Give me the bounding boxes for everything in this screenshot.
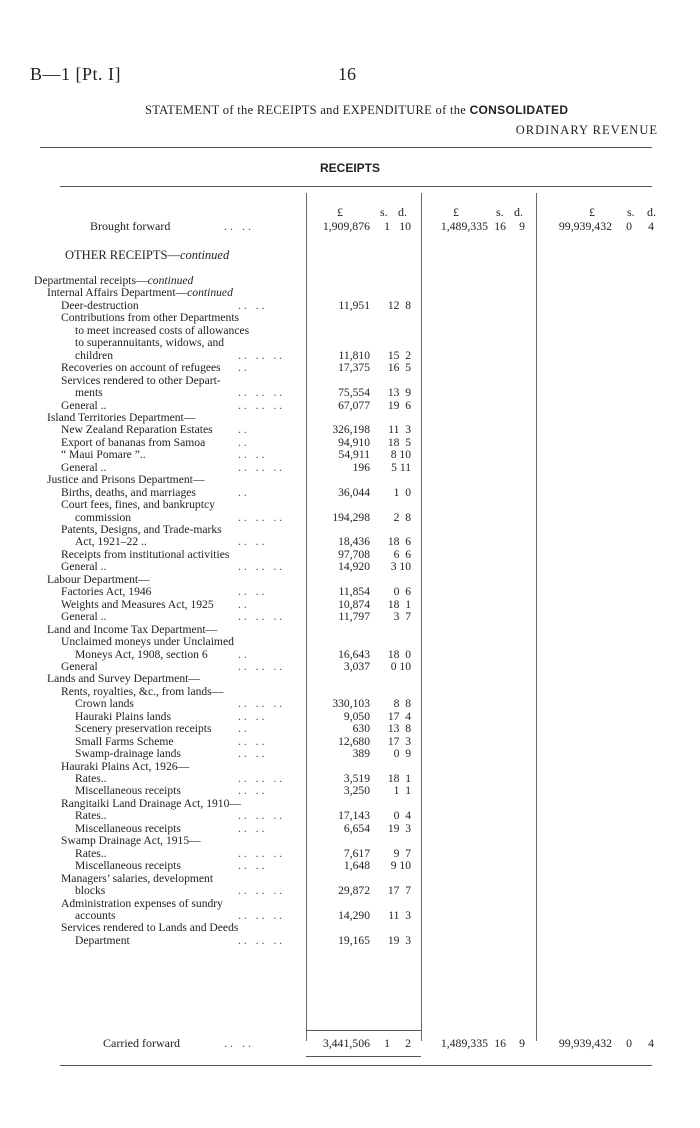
leader-dots: .. [238, 435, 250, 449]
row-label: Rates.. [75, 809, 107, 823]
row-label: Rangitaiki Land Drainage Act, 1910— [61, 796, 241, 810]
row-pounds: 17,143 [338, 809, 370, 823]
row-shillings-pence: 17 4 [387, 709, 411, 723]
row-shillings-pence: 18 1 [387, 772, 411, 785]
table-row [0, 921, 700, 934]
page-number: 16 [338, 64, 356, 84]
row-label: to meet increased costs of allowances [75, 323, 250, 337]
table-row [0, 448, 700, 461]
row-shillings-pence: 2 8 [393, 510, 411, 524]
row-pounds: 11,854 [338, 585, 370, 599]
row-shillings-pence: 3 10 [390, 560, 411, 574]
row-label: Factories Act, 1946 [61, 585, 152, 599]
row-label: Export of bananas from Samoa [61, 435, 206, 449]
leader-dots: .. .. .. [238, 386, 286, 400]
col1-shilling-header: s. [380, 205, 388, 219]
row-label: Unclaimed moneys under Unclaimed [61, 635, 234, 649]
table-row [0, 797, 700, 810]
table-row [0, 361, 700, 374]
row-label: Court fees, fines, and bankruptcy [61, 498, 215, 512]
row-shillings-pence: 17 7 [387, 884, 411, 898]
row-label: Weights and Measures Act, 1925 [61, 597, 214, 611]
row-label: ments [75, 386, 103, 400]
row-pounds: 3,519 [343, 772, 370, 785]
table-row [0, 548, 700, 561]
row-pounds: 54,911 [338, 448, 370, 462]
table-row [0, 685, 700, 698]
leader-dots: .. .. [238, 821, 268, 835]
row-pounds: 29,872 [338, 884, 370, 898]
row-label: Recoveries on account of refugees [61, 361, 221, 375]
leader-dots: .. .. [238, 585, 268, 599]
row-label: Act, 1921–22 .. [75, 535, 147, 549]
table-row [0, 897, 700, 910]
row-pounds: 630 [352, 722, 370, 736]
row-label: Managers’ salaries, development [61, 871, 214, 885]
row-label: Department [75, 933, 130, 947]
row-pounds: 194,298 [332, 510, 370, 524]
row-label: Moneys Act, 1908, section 6 [75, 647, 208, 661]
table-row [0, 697, 700, 710]
row-shillings-pence: 11 3 [388, 423, 411, 437]
row-label: to superannuitants, widows, and [75, 336, 225, 350]
row-label: General [61, 659, 98, 673]
leader-dots: .. .. [224, 219, 254, 233]
row-shillings-pence: 13 9 [387, 386, 411, 400]
table-row [0, 598, 700, 611]
row-shillings-pence: 17 3 [387, 734, 411, 748]
divider-bottom [60, 1065, 652, 1066]
row-label: Administration expenses of sundry [61, 896, 223, 910]
row-label: Patents, Designs, and Trade-marks [61, 523, 222, 536]
row-label: General .. [61, 610, 107, 624]
other-receipts-heading [65, 248, 229, 263]
row-label: Hauraki Plains Act, 1926— [61, 759, 190, 773]
row-label: Rents, royalties, &c., from lands— [61, 684, 224, 698]
row-pounds: 67,077 [338, 398, 370, 412]
table-row [0, 423, 700, 436]
row-shillings-pence: 19 6 [387, 398, 411, 412]
leader-dots: .. .. [238, 535, 268, 549]
table-row [0, 411, 700, 424]
subheading-main: OTHER RECEIPTS— [65, 248, 180, 262]
row-pounds: 326,198 [332, 423, 370, 437]
row-shillings-pence: 0 10 [390, 659, 411, 673]
leader-dots: .. .. [238, 709, 268, 723]
carried-forward-row [0, 1037, 700, 1050]
row-pounds: 7,617 [343, 846, 370, 860]
table-row [0, 884, 700, 897]
row-label: Land and Income Tax Department— [47, 622, 218, 636]
row-shillings-pence: 8 8 [393, 697, 411, 711]
cf-col2-pounds: 1,489,335 [440, 1036, 488, 1050]
row-label-italic: continued [147, 274, 194, 287]
table-row [0, 523, 700, 536]
table-row [0, 847, 700, 860]
row-pounds: 75,554 [338, 386, 370, 400]
row-pounds: 9,050 [343, 709, 370, 723]
leader-dots: .. .. .. [238, 560, 286, 574]
bf-col3-pence: 4 [648, 219, 654, 233]
row-label-group [34, 274, 193, 287]
table-row [0, 473, 700, 486]
divider-top [40, 147, 652, 148]
col3-pence-header: d. [647, 205, 656, 219]
col3-pound-header: £ [589, 205, 595, 219]
row-shillings-pence: 15 2 [387, 348, 411, 362]
leader-dots: .. .. .. [238, 933, 286, 947]
table-row [0, 311, 700, 324]
bf-col2-pence: 9 [519, 219, 525, 233]
table-row [0, 648, 700, 661]
row-label-italic: continued [187, 286, 233, 300]
row-pounds: 97,708 [338, 547, 370, 561]
row-label: Rates.. [75, 846, 107, 860]
table-row [0, 710, 700, 723]
leader-dots: .. .. [224, 1036, 254, 1050]
row-shillings-pence: 0 9 [393, 747, 411, 761]
row-shillings-pence: 9 10 [390, 859, 411, 873]
table-row [0, 436, 700, 449]
table-row [0, 747, 700, 760]
bf-col2-shillings: 16 [494, 219, 506, 233]
table-row [0, 486, 700, 499]
table-row [0, 859, 700, 872]
cf-col3-shillings: 0 [626, 1036, 632, 1050]
leader-dots: .. .. .. [238, 772, 286, 785]
leader-dots: .. [238, 722, 250, 736]
cf-col1-pounds: 3,441,506 [322, 1036, 370, 1050]
row-label: Rates.. [75, 772, 107, 785]
row-shillings-pence: 9 7 [393, 846, 411, 860]
row-pounds: 16,643 [338, 647, 370, 661]
row-pounds: 6,654 [343, 821, 370, 835]
row-shillings-pence: 1 1 [393, 784, 411, 798]
table-row [0, 324, 700, 337]
table-row [0, 299, 700, 312]
row-label: Lands and Survey Department— [47, 672, 200, 686]
col1-pound-header: £ [337, 205, 343, 219]
row-shillings-pence: 0 4 [393, 809, 411, 823]
row-pounds: 3,037 [343, 659, 370, 673]
bf-col1-pence: 10 [399, 219, 411, 233]
table-row [0, 760, 700, 773]
leader-dots: .. .. .. [238, 659, 286, 673]
row-label: Miscellaneous receipts [75, 821, 181, 835]
table-row [0, 772, 700, 785]
row-label: Contributions from other Departments [61, 311, 240, 325]
row-pounds: 14,290 [338, 908, 370, 922]
row-label: Swamp Drainage Act, 1915— [61, 834, 201, 848]
divider-header [60, 186, 652, 187]
col1-pence-header: d. [398, 205, 407, 219]
row-shillings-pence: 0 6 [393, 585, 411, 599]
leader-dots: .. [238, 485, 250, 499]
row-pounds: 17,375 [338, 361, 370, 375]
row-label: Island Territories Department— [47, 410, 196, 424]
row-label-group [47, 286, 233, 299]
row-pounds: 11,810 [338, 348, 370, 362]
table-row [0, 834, 700, 847]
row-pounds: 196 [352, 460, 370, 474]
row-label: General .. [61, 560, 107, 574]
table-row [0, 461, 700, 474]
row-pounds: 1,648 [343, 859, 370, 873]
row-label: Births, deaths, and marriages [61, 485, 196, 499]
row-label: Labour Department— [47, 572, 150, 586]
row-label: blocks [75, 884, 106, 898]
table-row [0, 909, 700, 922]
row-label: children [75, 348, 113, 362]
brought-forward-row [0, 220, 700, 233]
leader-dots: .. .. .. [238, 697, 286, 711]
col2-shilling-header: s. [496, 205, 504, 219]
cf-col1-pence: 2 [405, 1036, 411, 1050]
table-row [0, 399, 700, 412]
row-pounds: 36,044 [338, 485, 370, 499]
title-bold: CONSOLIDATED [469, 103, 569, 117]
cf-col2-pence: 9 [519, 1036, 525, 1050]
leader-dots: .. .. .. [238, 846, 286, 860]
table-row [0, 374, 700, 387]
row-label: Small Farms Scheme [75, 734, 174, 748]
table-row [0, 610, 700, 623]
table-row [0, 672, 700, 685]
table-row [0, 934, 700, 947]
table-row [0, 585, 700, 598]
row-label: Miscellaneous receipts [75, 859, 181, 873]
table-row [0, 660, 700, 673]
leader-dots: .. .. .. [238, 348, 286, 362]
row-label: Deer-destruction [61, 298, 139, 312]
table-row [0, 349, 700, 362]
row-shillings-pence: 16 5 [387, 361, 411, 375]
leader-dots: .. .. .. [238, 460, 286, 474]
col2-pound-header: £ [453, 205, 459, 219]
leader-dots: .. [238, 423, 250, 437]
row-label: Hauraki Plains lands [75, 709, 171, 723]
row-pounds: 11,797 [338, 610, 370, 624]
bf-col2-pounds: 1,489,335 [440, 219, 488, 233]
leader-dots: .. .. [238, 298, 268, 312]
row-shillings-pence: 19 3 [387, 821, 411, 835]
table-row [0, 274, 700, 287]
table-row [0, 722, 700, 735]
leader-dots: .. [238, 647, 250, 661]
row-shillings-pence: 6 6 [393, 547, 411, 561]
cf-col3-pounds: 99,939,432 [558, 1036, 612, 1050]
table-row [0, 560, 700, 573]
row-shillings-pence: 12 8 [387, 298, 411, 312]
table-row [0, 286, 700, 299]
row-label: Internal Affairs Department— [47, 286, 188, 300]
table-row [0, 511, 700, 524]
row-label: Crown lands [75, 697, 134, 711]
leader-dots: .. .. .. [238, 398, 286, 412]
bf-col1-shillings: 1 [384, 219, 390, 233]
row-shillings-pence: 18 1 [387, 597, 411, 611]
row-pounds: 3,250 [343, 784, 370, 798]
brought-forward-label: Brought forward [90, 219, 171, 233]
subheading-italic: continued [179, 248, 230, 262]
row-pounds: 19,165 [338, 933, 370, 947]
row-label: Services rendered to other Depart- [61, 373, 221, 387]
row-pounds: 12,680 [338, 734, 370, 748]
leader-dots: .. .. .. [238, 908, 286, 922]
row-label: Services rendered to Lands and Deeds [61, 921, 239, 935]
leader-dots: .. .. .. [238, 809, 286, 823]
row-pounds: 10,874 [338, 597, 370, 611]
table-row [0, 623, 700, 636]
bf-col3-pounds: 99,939,432 [558, 219, 612, 233]
row-shillings-pence: 18 6 [387, 535, 411, 549]
row-shillings-pence: 1 0 [393, 485, 411, 499]
table-row [0, 809, 700, 822]
row-shillings-pence: 18 0 [387, 647, 411, 661]
leader-dots: .. .. [238, 734, 268, 748]
table-row [0, 635, 700, 648]
row-pounds: 389 [352, 747, 370, 761]
row-shillings-pence: 8 10 [390, 448, 411, 462]
document-id: B—1 [Pt. I] [30, 64, 121, 84]
row-label: Swamp-drainage lands [75, 747, 181, 761]
row-label: New Zealand Reparation Estates [61, 423, 213, 437]
row-shillings-pence: 18 5 [387, 435, 411, 449]
section-title: RECEIPTS [319, 161, 380, 175]
row-label: commission [75, 510, 132, 524]
table-row [0, 735, 700, 748]
row-label: General .. [61, 398, 107, 412]
row-label: Departmental receipts— [34, 274, 148, 287]
leader-dots: .. [238, 361, 250, 375]
row-label: Miscellaneous receipts [75, 784, 181, 798]
row-label: Receipts from institutional activities [61, 547, 230, 561]
row-label: Scenery preservation receipts [75, 722, 212, 736]
row-label: “ Maui Pomare ”.. [61, 448, 146, 462]
row-pounds: 14,920 [338, 560, 370, 574]
row-shillings-pence: 3 7 [393, 610, 411, 624]
table-row [0, 784, 700, 797]
leader-dots: .. .. [238, 784, 268, 798]
table-row [0, 386, 700, 399]
row-pounds: 330,103 [332, 697, 370, 711]
row-label: accounts [75, 908, 116, 922]
row-shillings-pence: 19 3 [387, 933, 411, 947]
cf-col2-shillings: 16 [494, 1036, 506, 1050]
total-rule-col1 [306, 1030, 421, 1031]
leader-dots: .. [238, 597, 250, 611]
table-row [0, 872, 700, 885]
cf-col1-shillings: 1 [384, 1036, 390, 1050]
row-label: General .. [61, 460, 107, 474]
leader-dots: .. .. .. [238, 510, 286, 524]
row-shillings-pence: 5 11 [391, 460, 411, 474]
bottom-rule-col1 [306, 1056, 421, 1057]
table-row [0, 573, 700, 586]
table-row [0, 498, 700, 511]
leader-dots: .. .. .. [238, 884, 286, 898]
table-row [0, 822, 700, 835]
col3-shilling-header: s. [627, 205, 635, 219]
leader-dots: .. .. [238, 448, 268, 462]
cf-col3-pence: 4 [648, 1036, 654, 1050]
row-pounds: 18,436 [338, 535, 370, 549]
row-shillings-pence: 11 3 [388, 908, 411, 922]
carried-forward-label: Carried forward [103, 1036, 180, 1050]
row-pounds: 94,910 [338, 435, 370, 449]
leader-dots: .. .. .. [238, 610, 286, 624]
row-shillings-pence: 13 8 [387, 722, 411, 736]
row-label: Justice and Prisons Department— [47, 473, 205, 487]
statement-subtitle: ORDINARY REVENUE [515, 123, 658, 137]
leader-dots: .. .. [238, 859, 268, 873]
bf-col1-pounds: 1,909,876 [322, 219, 370, 233]
table-row [0, 336, 700, 349]
title-prefix: STATEMENT of the RECEIPTS and EXPENDITURE of the [145, 103, 467, 117]
row-pounds: 11,951 [338, 298, 370, 312]
statement-title [145, 103, 568, 118]
table-row [0, 535, 700, 548]
col2-pence-header: d. [514, 205, 523, 219]
bf-col3-shillings: 0 [626, 219, 632, 233]
leader-dots: .. .. [238, 747, 268, 761]
